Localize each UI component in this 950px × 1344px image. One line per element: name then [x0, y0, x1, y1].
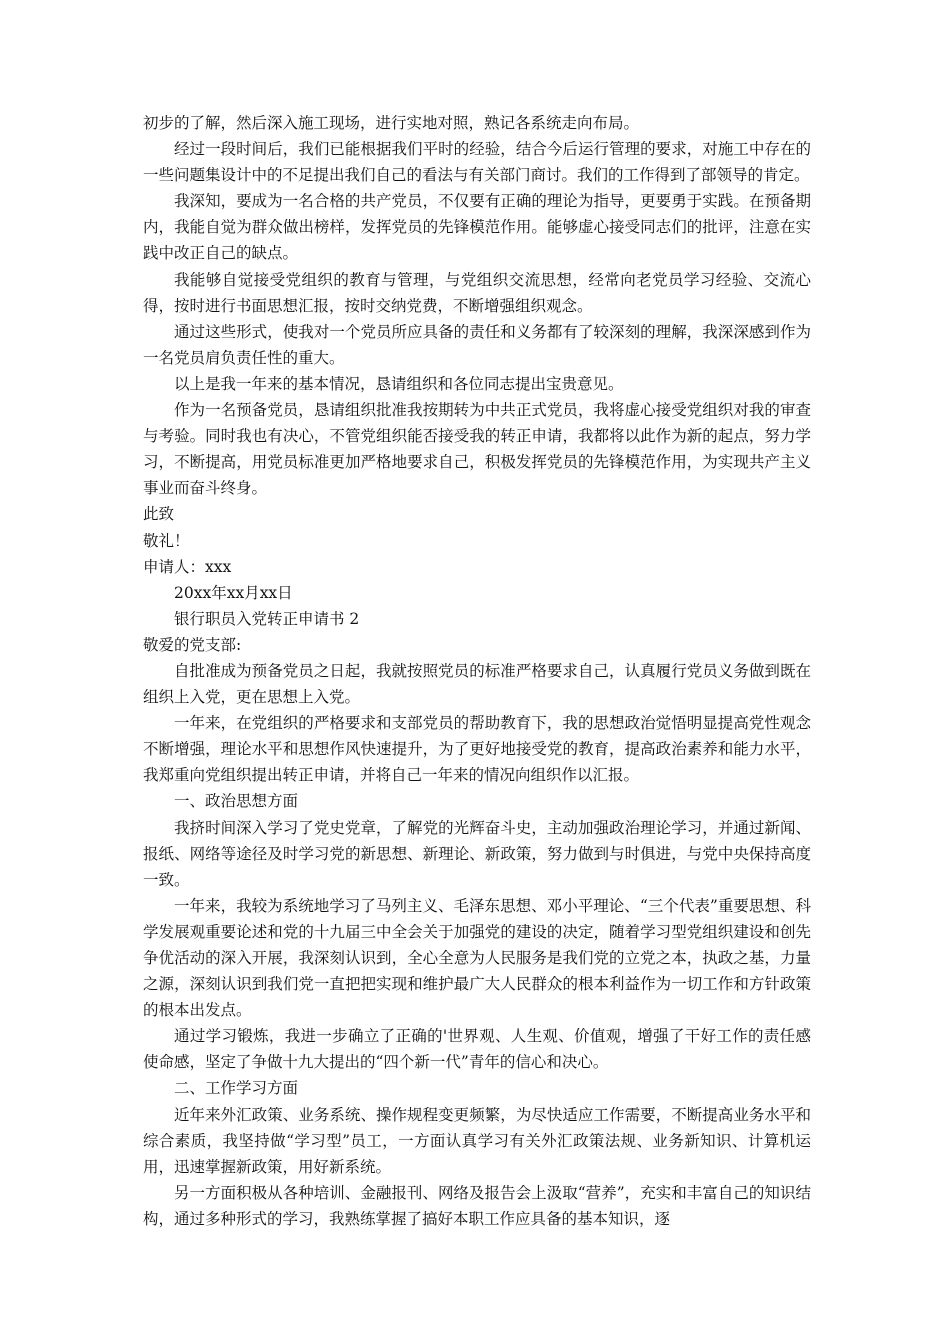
paragraph: 另一方面积极从各种培训、金融报刊、网络及报告会上汲取“营养”，充实和丰富自己的知识结构，通过多种形式的学习，我熟练掌握了搞好本职工作应具备的基本知识，逐 [143, 1183, 811, 1228]
paragraph: 我能够自觉接受党组织的教育与管理，与党组织交流思想，经常向老党员学习经验、交流心得，按时进行书面思想汇报，按时交纳党费，不断增强组织观念。 [143, 270, 811, 315]
paragraph: 我挤时间深入学习了党史党章，了解党的光辉奋斗史，主动加强政治理论学习，并通过新闻、报纸、网络等途径及时学习党的新思想、新理论、新政策，努力做到与时俱进，与党中央保持高度一致。 [143, 818, 811, 889]
paragraph: 一年来，在党组织的严格要求和支部党员的帮助教育下，我的思想政治觉悟明显提高党性观念不断增强，理论水平和思想作风快速提升，为了更好地接受党的教育，提高政治素养和能力水平，我郑重向党组织提出转正申请，并将自己一年来的情况向组织作以汇报。 [143, 714, 811, 785]
paragraph: 一年来，我较为系统地学习了马列主义、毛泽东思想、邓小平理论、“三个代表”重要思想、科学发展观重要论述和党的十九届三中全会关于加强党的建设的决定，随着学习型党组织建设和创先争优活动的深入开展，我深刻认识到，全心全意为人民服务是我们党的立党之本，执政之基，力量之源，深刻认识到我们党一直把把实现和维护最广大人民群众的根本利益作为一切工作和方针政策的根本出发点。 [143, 896, 811, 1020]
document-page [143, 110, 811, 1232]
subheading-political: 一、政治思想方面 [174, 792, 299, 811]
paragraph: 自批准成为预备党员之日起，我就按照党员的标准严格要求自己，认真履行党员义务做到既在组织上入党，更在思想上入党。 [143, 661, 811, 707]
closing-regards: 敬礼！ [143, 531, 190, 550]
paragraph: 以上是我一年来的基本情况，恳请组织和各位同志提出宝贵意见。 [174, 374, 624, 393]
closing-salutation: 此致 [143, 505, 175, 524]
paragraph: 通过这些形式，使我对一个党员所应具备的责任和义务都有了较深刻的理解，我深深感到作为一名党员肩负责任性的重大。 [143, 322, 811, 367]
applicant-signature: 申请人：xxx [143, 557, 232, 576]
paragraph: 初步的了解，然后深入施工现场，进行实地对照，熟记各系统走向布局。 [143, 114, 640, 132]
date-line: 20xx年xx月xx日 [174, 583, 293, 602]
paragraph: 近年来外汇政策、业务系统、操作规程变更频繁，为尽快适应工作需要，不断提高业务水平和综合素质，我坚持做“学习型”员工，一方面认真学习有关外汇政策法规、业务新知识、计算机运用，迅速掌握新政策，用好新系统。 [143, 1105, 811, 1176]
section-title: 银行职员入党转正申请书 2 [174, 609, 360, 628]
paragraph: 经过一段时间后，我们已能根据我们平时的经验，结合今后运行管理的要求，对施工中存在的一些问题集设计中的不足提出我们自己的看法与有关部门商讨。我们的工作得到了部领导的肯定。 [143, 140, 811, 185]
subheading-work: 二、工作学习方面 [174, 1079, 299, 1098]
paragraph: 我深知，要成为一名合格的共产党员，不仅要有正确的理论为指导，更要勇于实践。在预备期内，我能自觉为群众做出榜样，发挥党员的先锋模范作用。能够虚心接受同志们的批评，注意在实践中改正自己的缺点。 [143, 192, 811, 263]
paragraph: 通过学习锻炼，我进一步确立了正确的'世界观、人生观、价值观，增强了干好工作的责任感使命感，坚定了争做十九大提出的“四个新一代”青年的信心和决心。 [143, 1027, 811, 1072]
greeting: 敬爱的党支部: [143, 635, 242, 654]
paragraph: 作为一名预备党员，恳请组织批准我按期转为中共正式党员，我将虚心接受党组织对我的审查与考验。同时我也有决心，不管党组织能否接受我的转正申请，我都将以此作为新的起点，努力学习，不断提高，用党员标准更加严格地要求自己，积极发挥党员的先锋模范作用，为实现共产主义事业而奋斗终身。 [143, 401, 811, 498]
